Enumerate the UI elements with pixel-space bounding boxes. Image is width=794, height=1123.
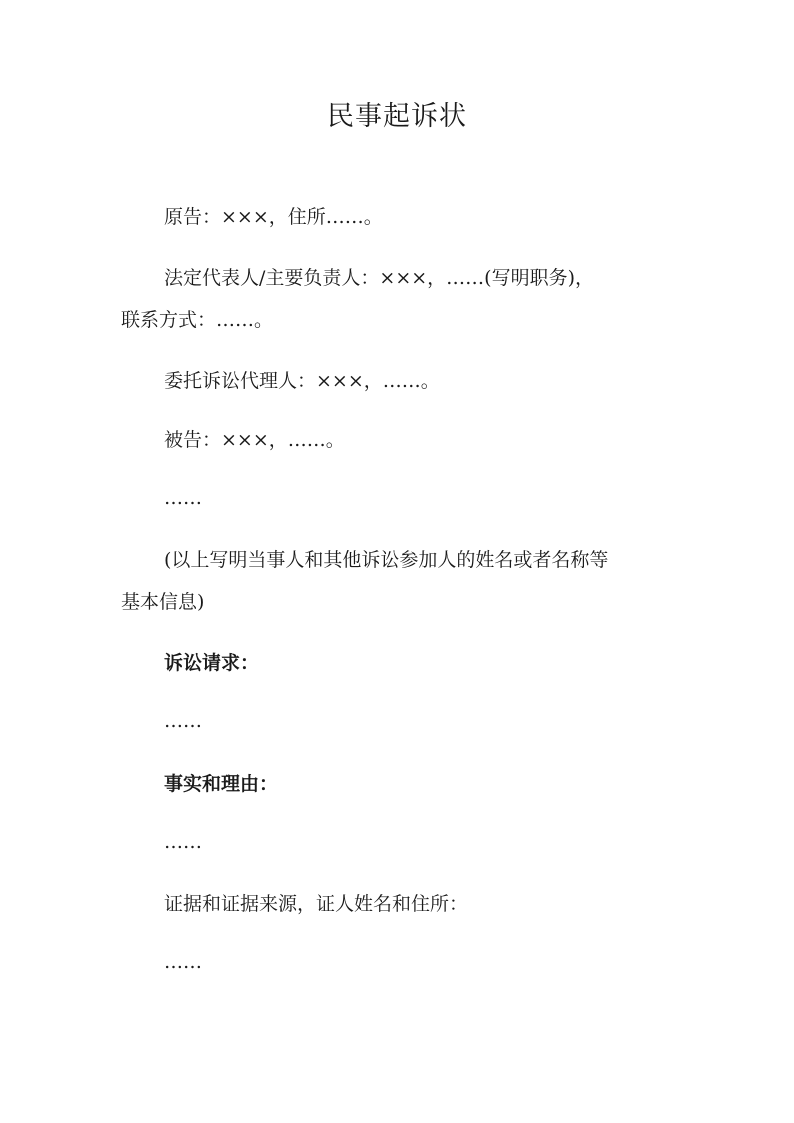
facts-heading: 事实和理由：: [164, 773, 279, 795]
facts-ellipsis: ……: [164, 831, 202, 853]
defendant-line: 被告：×××，……。: [164, 429, 345, 451]
legal-representative-line: 法定代表人/主要负责人：×××，……(写明职务)，: [164, 267, 594, 289]
parties-note-continuation: 基本信息): [121, 591, 205, 613]
evidence-ellipsis: ……: [164, 951, 202, 973]
claims-ellipsis: ……: [164, 710, 202, 732]
evidence-heading: 证据和证据来源，证人姓名和住所：: [164, 893, 469, 915]
legal-representative-contact-line: 联系方式：……。: [121, 309, 274, 331]
agent-line: 委托诉讼代理人：×××，……。: [164, 370, 440, 392]
claims-heading: 诉讼请求：: [164, 652, 260, 674]
parties-note-line: (以上写明当事人和其他诉讼参加人的姓名或者名称等: [164, 549, 609, 571]
document-title: 民事起诉状: [327, 101, 467, 132]
parties-ellipsis: ……: [164, 487, 202, 509]
plaintiff-line: 原告：×××，住所……。: [164, 206, 383, 228]
